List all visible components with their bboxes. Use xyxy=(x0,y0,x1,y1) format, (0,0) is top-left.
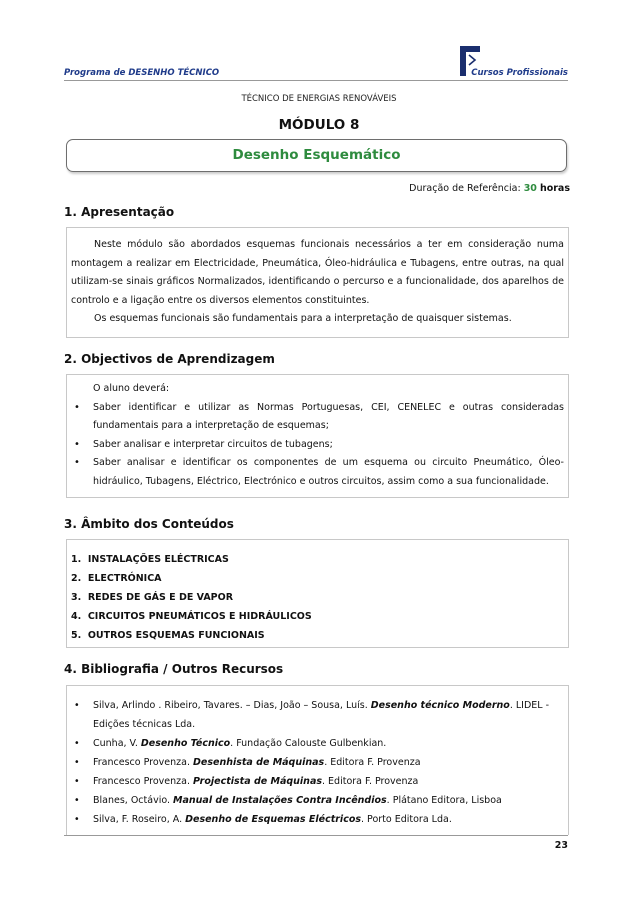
list-item: 3. REDES DE GÁS E DE VAPOR xyxy=(71,592,234,603)
duration-reference xyxy=(409,183,570,194)
section-4-box xyxy=(66,685,569,835)
section-2-title: 2. Objectivos de Aprendizagem xyxy=(64,352,275,366)
list-item: 4. CIRCUITOS PNEUMÁTICOS E HIDRÁULICOS xyxy=(71,611,312,622)
list-item: 2. ELECTRÓNICA xyxy=(71,573,162,584)
bibliography-item: • Francesco Provenza. Desenhista de Máquinas. Editora F. Provenza xyxy=(71,753,564,772)
section-3-title: 3. Âmbito dos Conteúdos xyxy=(64,517,234,531)
section-1-paragraph-2: Os esquemas funcionais são fundamentais para a interpretação de quaisquer sistemas. xyxy=(94,313,512,324)
module-title-box xyxy=(66,139,567,172)
duration-value: 30 xyxy=(523,183,537,194)
footer-divider xyxy=(64,835,568,836)
module-number: MÓDULO 8 xyxy=(278,117,360,133)
list-item: • Saber analisar e identificar os componentes de um esquema ou circuito Pneumático, Óleo-hidráulico, Tubagens, Eléctrico, Electrónico e outros circuitos, assim como a sua funcionalidade. xyxy=(71,454,564,491)
header-program-title: Programa de DESENHO TÉCNICO xyxy=(64,68,220,78)
page-number: 23 xyxy=(554,840,568,851)
section-3-box xyxy=(66,539,569,648)
section-2-intro: O aluno deverá: xyxy=(93,383,170,394)
module-title: Desenho Esquemático xyxy=(232,147,401,163)
list-item: 1. INSTALAÇÕES ELÉCTRICAS xyxy=(71,554,229,565)
section-1-title: 1. Apresentação xyxy=(64,205,175,219)
list-item: • Saber analisar e interpretar circuitos de tubagens; xyxy=(71,436,564,455)
list-item: • Saber identificar e utilizar as Normas Portuguesas, CEI, CENELEC e outras consideradas fundamentais para a interpretação de esquemas; xyxy=(71,399,564,436)
section-1-paragraph-1: Neste módulo são abordados esquemas funcionais necessários a ter em consideração numa montagem a realizar em Electricidade, Pneumática, Óleo-hidráulica e Tubagens, entre outras, na qual utilizam-se sinais gráficos Normalizados, identificando o percurso e a funcionalidade, dos aparelhos de controlo e a ligação entre os diversos elementos constituintes. xyxy=(71,239,564,306)
header-divider xyxy=(64,80,568,81)
bibliography-item: • Blanes, Octávio. Manual de Instalações Contra Incêndios. Plátano Editora, Lisboa xyxy=(71,791,564,810)
duration-unit: horas xyxy=(539,183,570,194)
section-2-box xyxy=(66,374,569,498)
bibliography-item: • Silva, Arlindo . Ribeiro, Tavares. – Dias, João – Sousa, Luís. Desenho técnico Moderno. LIDEL - Edições técnicas Lda. xyxy=(71,696,564,734)
section-4-title: 4. Bibliografia / Outros Recursos xyxy=(64,662,284,676)
header-courses-label: Cursos Profissionais xyxy=(471,68,568,78)
bibliography-item: • Silva, F. Roseiro, A. Desenho de Esquemas Eléctricos. Porto Editora Lda. xyxy=(71,810,564,829)
bibliography-item: • Francesco Provenza. Projectista de Máquinas. Editora F. Provenza xyxy=(71,772,564,791)
duration-label: Duração de Referência: xyxy=(409,183,521,194)
list-item: 5. OUTROS ESQUEMAS FUNCIONAIS xyxy=(71,630,265,641)
course-name: TÉCNICO DE ENERGIAS RENOVÁVEIS xyxy=(241,94,397,104)
section-1-box xyxy=(66,227,569,338)
bibliography-item: • Cunha, V. Desenho Técnico. Fundação Calouste Gulbenkian. xyxy=(71,734,564,753)
